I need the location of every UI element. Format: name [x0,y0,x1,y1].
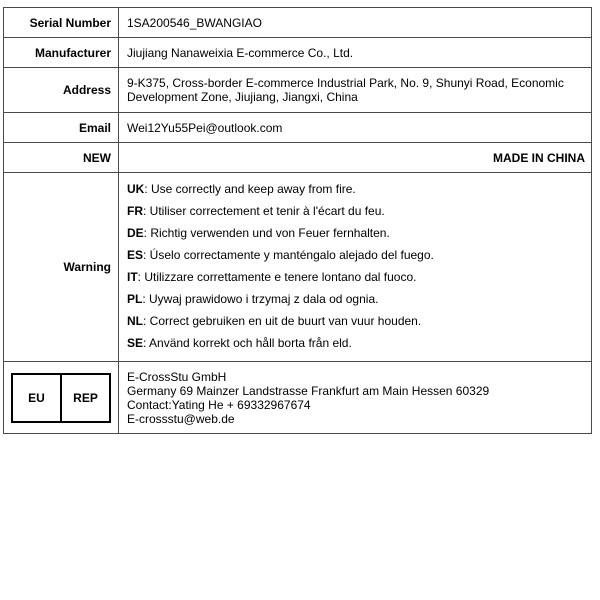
eu-rep-company: E-CrossStu GmbH [127,369,227,384]
serial-number-row [4,8,592,38]
eu-rep-symbol-wrap [4,362,118,433]
eu-rep-symbol [11,373,111,423]
product-label-table [3,7,592,434]
warning-value [119,173,592,362]
eu-rep-email: E-crossstu@web.de [127,411,235,426]
warning-item-pl [127,289,585,311]
warning-code: NL [127,313,143,328]
warning-text: : Úselo correctamente y manténgalo alejado del fuego. [143,248,434,263]
eu-rep-details [119,362,592,434]
made-in-china-value: MADE IN CHINA [119,143,592,173]
warning-item-uk [127,179,585,201]
warning-label: Warning [4,173,119,362]
warning-text: : Richtig verwenden und von Feuer fernhalten. [143,226,390,241]
warning-code: DE [127,226,144,241]
eu-rep-row [4,362,592,434]
email-value: Wei12Yu55Pei@outlook.com [119,113,592,143]
warning-code: FR [127,204,143,219]
address-row [4,68,592,113]
manufacturer-row [4,38,592,68]
warning-text: : Use correctly and keep away from fire. [144,182,356,197]
warning-item-it [127,267,585,289]
warning-code: IT [127,270,138,284]
email-row [4,113,592,143]
eu-rep-contact: Contact:Yating He + 69332967674 [127,397,311,412]
warning-text: : Använd korrekt och håll borta från eld. [143,335,352,350]
manufacturer-value: Jiujiang Nanaweixia E-commerce Co., Ltd. [119,38,592,68]
serial-number-value: 1SA200546_BWANGIAO [119,8,592,38]
warning-code: UK [127,182,145,197]
warning-item-fr [127,201,585,223]
email-label: Email [4,113,119,143]
warning-row [4,173,592,362]
warning-text: : Utilizzare correttamente e tenere lontano dal fuoco. [137,270,417,284]
warning-item-nl [127,311,585,333]
rep-mark: REP [73,390,98,405]
warning-code: ES [127,248,144,263]
eu-mark: EU [13,375,62,421]
eu-rep-symbol-cell [4,362,119,434]
warning-text: : Correct gebruiken en uit de buurt van vuur houden. [143,313,422,328]
address-value: 9-K375, Cross-border E-commerce Industrial Park, No. 9, Shunyi Road, Economic Development Zone, Jiujiang, Jiangxi, China [119,68,592,113]
warning-text: : Uywaj prawidowo i trzymaj z dala od ognia. [142,291,379,306]
serial-number-label: Serial Number [4,8,119,38]
warning-item-de [127,223,585,245]
warning-code: SE [127,335,144,350]
new-label: NEW [4,143,119,173]
address-label: Address [4,68,119,113]
warning-code: PL [127,291,143,306]
eu-rep-address: Germany 69 Mainzer Landstrasse Frankfurt am Main Hessen 60329 [127,383,490,398]
new-row [4,143,592,173]
manufacturer-label: Manufacturer [4,38,119,68]
warning-text: : Utiliser correctement et tenir à l'écart du feu. [143,204,385,219]
warning-item-se [127,333,585,355]
warning-list [127,179,585,354]
warning-item-es [127,245,585,267]
